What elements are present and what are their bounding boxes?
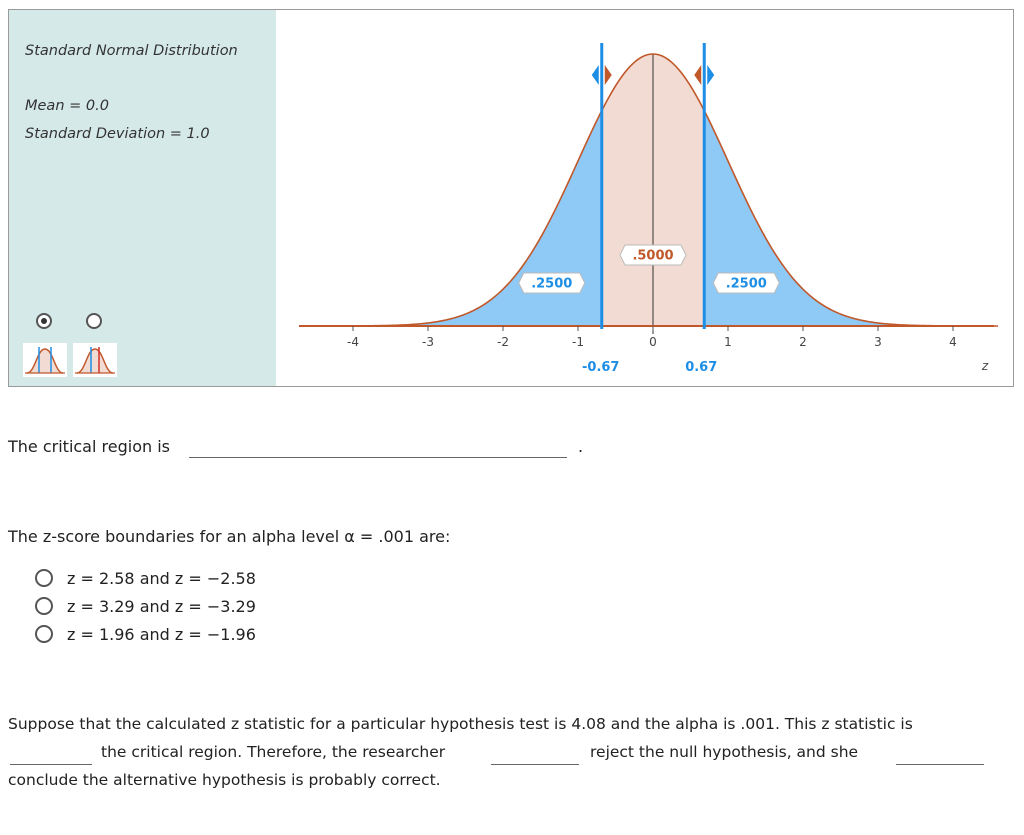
option-label-3[interactable]: z = 1.96 and z = −1.96 [67, 625, 256, 644]
right-boundary-value: 0.67 [685, 360, 718, 375]
right-tail-label [713, 273, 779, 293]
q3-part-a: the critical region. Therefore, the researcher [101, 743, 446, 761]
can-cannot-dropdown[interactable] [491, 764, 579, 765]
distribution-tool [8, 9, 1014, 387]
option-radio-2[interactable] [35, 597, 53, 615]
option-label-1[interactable]: z = 2.58 and z = −2.58 [67, 569, 256, 588]
x-tick-label: -2 [497, 335, 509, 349]
two-boundaries-mode-icon[interactable] [73, 343, 117, 377]
left-boundary-value: -0.67 [582, 360, 620, 375]
mode-radio-two-boundaries[interactable] [86, 313, 102, 329]
x-tick-label: 1 [724, 335, 732, 349]
tool-side-panel [9, 10, 276, 386]
option-radio-1[interactable] [35, 569, 53, 587]
q1-text: The critical region is [8, 437, 170, 456]
center-area-value: .5000 [632, 248, 674, 264]
right-tail-value: .2500 [725, 276, 767, 292]
mode-radio-one-boundary[interactable] [36, 313, 52, 329]
x-tick-label: 0 [649, 335, 657, 349]
mean-label: Mean = 0.0 [25, 98, 109, 114]
q2-text: The z-score boundaries for an alpha level α = .001 are: [8, 527, 451, 546]
inside-outside-dropdown[interactable] [10, 764, 92, 765]
sd-label: Standard Deviation = 1.0 [25, 126, 210, 142]
right-handle-left-arrow-icon[interactable] [694, 65, 701, 85]
x-tick-label: -3 [422, 335, 434, 349]
option-radio-3[interactable] [35, 625, 53, 643]
left-handle-right-arrow-icon[interactable] [605, 65, 612, 85]
left-tail-value: .2500 [531, 276, 573, 292]
q1-period: . [578, 437, 584, 456]
left-handle-left-arrow-icon[interactable] [592, 65, 599, 85]
x-tick-label: 3 [874, 335, 882, 349]
q3-line3: conclude the alternative hypothesis is probably correct. [8, 771, 441, 789]
normal-distribution-plot [289, 10, 1009, 386]
one-boundary-mode-icon[interactable] [23, 343, 67, 377]
left-tail-label [519, 273, 585, 293]
x-tick-label: -4 [347, 335, 359, 349]
distribution-title: Standard Normal Distribution [25, 43, 238, 59]
q3-part-b: reject the null hypothesis, and she [590, 743, 859, 761]
right-handle-right-arrow-icon[interactable] [707, 65, 714, 85]
can-cannot-conclude-dropdown[interactable] [896, 764, 984, 765]
center-area-label [620, 245, 686, 265]
critical-region-dropdown[interactable] [189, 457, 567, 458]
x-tick-label: 2 [799, 335, 807, 349]
x-tick-label: 4 [949, 335, 957, 349]
axis-label: z [981, 359, 989, 373]
q3-line1: Suppose that the calculated z statistic for a particular hypothesis test is 4.08 and the alpha is .001. This z statistic is [8, 715, 913, 733]
option-label-2[interactable]: z = 3.29 and z = −3.29 [67, 597, 256, 616]
x-tick-label: -1 [572, 335, 584, 349]
